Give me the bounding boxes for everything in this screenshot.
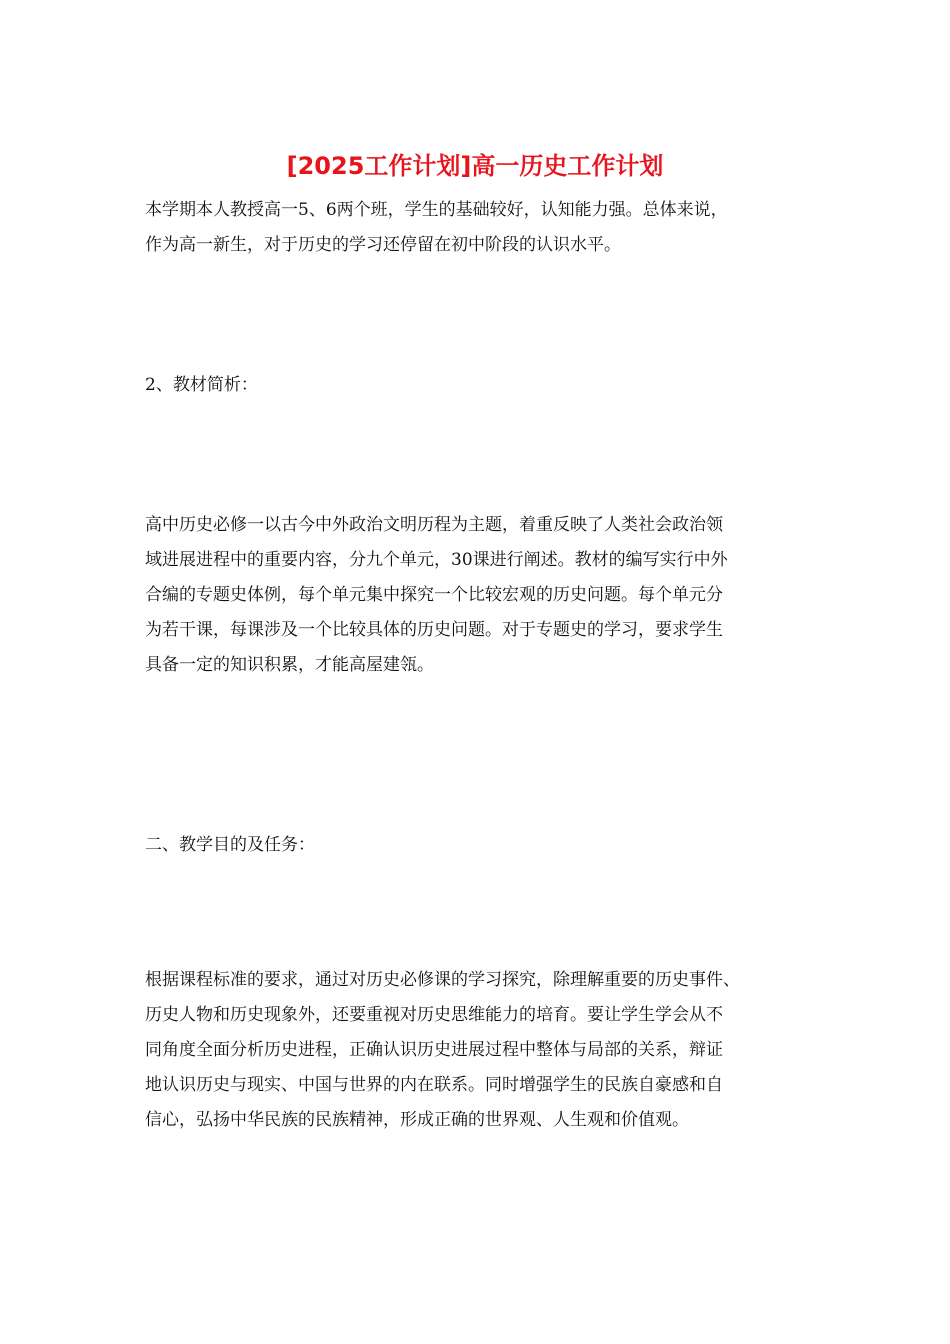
document-title: [2025工作计划]高一历史工作计划 <box>286 152 664 180</box>
section-two-heading: 二、教学目的及任务： <box>145 835 315 855</box>
section-2-line-4: 为若干课，每课涉及一个比较具体的历史问题。对于专题史的学习，要求学生 <box>145 620 723 640</box>
section-two-line-1: 根据课程标准的要求，通过对历史必修课的学习探究，除理解重要的历史事件、 <box>145 970 740 990</box>
section-two-line-5: 信心，弘扬中华民族的民族精神，形成正确的世界观、人生观和价值观。 <box>145 1110 689 1130</box>
section-two-line-3: 同角度全面分析历史进程，正确认识历史进展过程中整体与局部的关系，辩证 <box>145 1040 723 1060</box>
section-2-line-3: 合编的专题史体例，每个单元集中探究一个比较宏观的历史问题。每个单元分 <box>145 585 723 605</box>
section-two-line-4: 地认识历史与现实、中国与世界的内在联系。同时增强学生的民族自豪感和自 <box>145 1075 723 1095</box>
section-2-line-2: 域进展进程中的重要内容，分九个单元，30课进行阐述。教材的编写实行中外 <box>145 550 728 570</box>
section-2-heading: 2、教材简析： <box>145 375 258 395</box>
section-2-line-1: 高中历史必修一以古今中外政治文明历程为主题，着重反映了人类社会政治领 <box>145 515 723 535</box>
intro-line-2: 作为高一新生，对于历史的学习还停留在初中阶段的认识水平。 <box>145 235 621 255</box>
section-2-line-5: 具备一定的知识积累，才能高屋建瓴。 <box>145 655 434 675</box>
intro-line-1: 本学期本人教授高一5、6两个班，学生的基础较好，认知能力强。总体来说， <box>145 200 728 220</box>
section-two-line-2: 历史人物和历史现象外，还要重视对历史思维能力的培育。要让学生学会从不 <box>145 1005 723 1025</box>
